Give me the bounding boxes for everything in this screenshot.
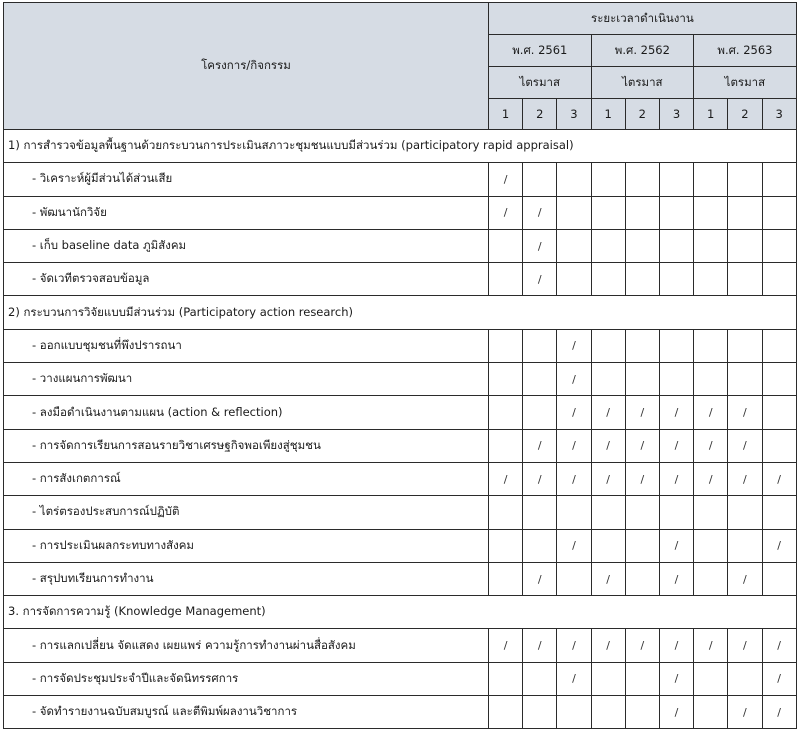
task-label: - ลงมือดำเนินงานตามแผน (action & reflection) xyxy=(4,396,489,429)
schedule-empty-cell xyxy=(694,329,728,362)
schedule-mark-cell: / xyxy=(591,562,625,595)
section-row xyxy=(4,130,797,163)
schedule-mark-cell: / xyxy=(728,462,762,495)
task-label: - จัดเวทีตรวจสอบข้อมูล xyxy=(4,263,489,296)
schedule-empty-cell xyxy=(591,263,625,296)
schedule-empty-cell xyxy=(625,662,659,695)
task-label: - วางแผนการพัฒนา xyxy=(4,363,489,396)
quarter-label: ไตรมาส xyxy=(591,67,694,99)
schedule-empty-cell xyxy=(728,229,762,262)
task-label: - เก็บ baseline data ภูมิสังคม xyxy=(4,229,489,262)
schedule-mark-cell: / xyxy=(659,696,693,729)
schedule-empty-cell xyxy=(762,363,796,396)
schedule-mark-cell: / xyxy=(557,329,591,362)
schedule-empty-cell xyxy=(489,429,523,462)
year-header: พ.ศ. 2563 xyxy=(694,35,797,67)
schedule-mark-cell: / xyxy=(694,462,728,495)
schedule-mark-cell: / xyxy=(557,363,591,396)
schedule-empty-cell xyxy=(694,662,728,695)
schedule-mark-cell: / xyxy=(728,562,762,595)
schedule-empty-cell xyxy=(762,396,796,429)
schedule-empty-cell xyxy=(557,163,591,196)
schedule-empty-cell xyxy=(625,196,659,229)
section-title: 2) กระบวนการวิจัยแบบมีส่วนร่วม (Participatory action research) xyxy=(4,296,797,329)
schedule-empty-cell xyxy=(489,263,523,296)
schedule-mark-cell: / xyxy=(625,429,659,462)
schedule-mark-cell: / xyxy=(557,529,591,562)
schedule-empty-cell xyxy=(762,496,796,529)
schedule-mark-cell: / xyxy=(557,662,591,695)
schedule-empty-cell xyxy=(625,163,659,196)
task-label: - พัฒนานักวิจัย xyxy=(4,196,489,229)
task-row xyxy=(4,396,797,429)
schedule-empty-cell xyxy=(591,529,625,562)
section-title: 1) การสำรวจข้อมูลพื้นฐานด้วยกระบวนการประเมินสภาวะชุมชนแบบมีส่วนร่วม (participatory rapid appraisal) xyxy=(4,130,797,163)
schedule-empty-cell xyxy=(625,696,659,729)
schedule-mark-cell: / xyxy=(489,196,523,229)
schedule-mark-cell: / xyxy=(694,629,728,662)
schedule-empty-cell xyxy=(694,229,728,262)
task-row xyxy=(4,696,797,729)
schedule-empty-cell xyxy=(489,329,523,362)
schedule-mark-cell: / xyxy=(557,396,591,429)
schedule-empty-cell xyxy=(762,329,796,362)
schedule-mark-cell: / xyxy=(762,462,796,495)
schedule-empty-cell xyxy=(523,163,557,196)
schedule-mark-cell: / xyxy=(591,396,625,429)
schedule-empty-cell xyxy=(762,163,796,196)
task-label: - การสังเกตการณ์ xyxy=(4,462,489,495)
schedule-empty-cell xyxy=(694,163,728,196)
section-title: 3. การจัดการความรู้ (Knowledge Management) xyxy=(4,596,797,629)
task-label: - การแลกเปลี่ยน จัดแสดง เผยแพร่ ความรู้การทำงานผ่านสื่อสังคม xyxy=(4,629,489,662)
schedule-empty-cell xyxy=(489,529,523,562)
schedule-empty-cell xyxy=(694,263,728,296)
schedule-empty-cell xyxy=(591,496,625,529)
task-label: - วิเคราะห์ผู้มีส่วนได้ส่วนเสีย xyxy=(4,163,489,196)
schedule-empty-cell xyxy=(694,496,728,529)
schedule-empty-cell xyxy=(523,496,557,529)
schedule-empty-cell xyxy=(557,196,591,229)
schedule-mark-cell: / xyxy=(762,696,796,729)
schedule-empty-cell xyxy=(591,662,625,695)
task-row xyxy=(4,662,797,695)
task-row xyxy=(4,496,797,529)
schedule-empty-cell xyxy=(659,263,693,296)
schedule-mark-cell: / xyxy=(523,196,557,229)
schedule-empty-cell xyxy=(728,662,762,695)
schedule-mark-cell: / xyxy=(659,396,693,429)
schedule-empty-cell xyxy=(659,229,693,262)
schedule-empty-cell xyxy=(728,496,762,529)
schedule-mark-cell: / xyxy=(489,629,523,662)
schedule-empty-cell xyxy=(591,229,625,262)
schedule-mark-cell: / xyxy=(659,629,693,662)
schedule-empty-cell xyxy=(557,263,591,296)
schedule-empty-cell xyxy=(591,196,625,229)
schedule-empty-cell xyxy=(523,696,557,729)
quarter-label: ไตรมาส xyxy=(694,67,797,99)
schedule-mark-cell: / xyxy=(557,429,591,462)
schedule-empty-cell xyxy=(694,562,728,595)
activity-column-header: โครงการ/กิจกรรม xyxy=(4,3,489,130)
schedule-empty-cell xyxy=(557,562,591,595)
task-row xyxy=(4,429,797,462)
schedule-empty-cell xyxy=(557,229,591,262)
schedule-empty-cell xyxy=(523,329,557,362)
schedule-empty-cell xyxy=(489,396,523,429)
schedule-mark-cell: / xyxy=(762,662,796,695)
schedule-empty-cell xyxy=(557,496,591,529)
schedule-empty-cell xyxy=(762,562,796,595)
schedule-empty-cell xyxy=(625,562,659,595)
quarter-number-header: 3 xyxy=(762,99,796,130)
schedule-mark-cell: / xyxy=(523,229,557,262)
table-header xyxy=(4,3,797,130)
schedule-mark-cell: / xyxy=(659,462,693,495)
schedule-mark-cell: / xyxy=(694,429,728,462)
schedule-empty-cell xyxy=(489,229,523,262)
schedule-empty-cell xyxy=(625,496,659,529)
schedule-mark-cell: / xyxy=(728,429,762,462)
schedule-mark-cell: / xyxy=(489,462,523,495)
task-label: - ไตร่ตรองประสบการณ์ปฏิบัติ xyxy=(4,496,489,529)
schedule-empty-cell xyxy=(762,263,796,296)
schedule-mark-cell: / xyxy=(591,462,625,495)
schedule-empty-cell xyxy=(728,329,762,362)
task-label: - การประเมินผลกระทบทางสังคม xyxy=(4,529,489,562)
schedule-empty-cell xyxy=(625,229,659,262)
schedule-mark-cell: / xyxy=(728,396,762,429)
schedule-mark-cell: / xyxy=(659,562,693,595)
schedule-mark-cell: / xyxy=(659,662,693,695)
task-label: - จัดทำรายงานฉบับสมบูรณ์ และตีพิมพ์ผลงานวิชาการ xyxy=(4,696,489,729)
task-row xyxy=(4,529,797,562)
schedule-empty-cell xyxy=(625,363,659,396)
schedule-empty-cell xyxy=(557,696,591,729)
task-label: - สรุปบทเรียนการทำงาน xyxy=(4,562,489,595)
quarter-label: ไตรมาส xyxy=(489,67,592,99)
schedule-mark-cell: / xyxy=(625,462,659,495)
schedule-mark-cell: / xyxy=(523,263,557,296)
timeline-header: ระยะเวลาดำเนินงาน xyxy=(489,3,797,35)
schedule-empty-cell xyxy=(489,696,523,729)
schedule-empty-cell xyxy=(625,263,659,296)
schedule-empty-cell xyxy=(523,396,557,429)
schedule-empty-cell xyxy=(625,529,659,562)
task-row xyxy=(4,629,797,662)
section-row xyxy=(4,296,797,329)
task-row xyxy=(4,462,797,495)
schedule-empty-cell xyxy=(728,263,762,296)
schedule-empty-cell xyxy=(591,329,625,362)
schedule-empty-cell xyxy=(523,662,557,695)
schedule-empty-cell xyxy=(694,363,728,396)
schedule-empty-cell xyxy=(659,329,693,362)
table-body xyxy=(4,130,797,729)
quarter-number-header: 1 xyxy=(694,99,728,130)
task-row xyxy=(4,196,797,229)
schedule-mark-cell: / xyxy=(523,462,557,495)
schedule-mark-cell: / xyxy=(591,429,625,462)
schedule-empty-cell xyxy=(762,429,796,462)
schedule-empty-cell xyxy=(728,529,762,562)
quarter-number-header: 2 xyxy=(523,99,557,130)
schedule-mark-cell: / xyxy=(625,629,659,662)
task-row xyxy=(4,562,797,595)
quarter-number-header: 2 xyxy=(728,99,762,130)
quarter-number-header: 1 xyxy=(489,99,523,130)
schedule-mark-cell: / xyxy=(762,529,796,562)
schedule-empty-cell xyxy=(659,163,693,196)
schedule-empty-cell xyxy=(489,562,523,595)
section-row xyxy=(4,596,797,629)
schedule-mark-cell: / xyxy=(625,396,659,429)
project-timeline-table xyxy=(3,2,797,729)
schedule-empty-cell xyxy=(591,163,625,196)
task-label: - ออกแบบชุมชนที่พึงปรารถนา xyxy=(4,329,489,362)
schedule-mark-cell: / xyxy=(489,163,523,196)
schedule-mark-cell: / xyxy=(728,629,762,662)
schedule-mark-cell: / xyxy=(523,629,557,662)
quarter-number-header: 1 xyxy=(591,99,625,130)
schedule-empty-cell xyxy=(591,696,625,729)
schedule-empty-cell xyxy=(762,229,796,262)
schedule-empty-cell xyxy=(591,363,625,396)
schedule-empty-cell xyxy=(728,163,762,196)
schedule-empty-cell xyxy=(523,529,557,562)
task-row xyxy=(4,263,797,296)
schedule-mark-cell: / xyxy=(557,629,591,662)
schedule-empty-cell xyxy=(659,496,693,529)
quarter-number-header: 3 xyxy=(659,99,693,130)
schedule-mark-cell: / xyxy=(523,562,557,595)
schedule-empty-cell xyxy=(625,329,659,362)
schedule-mark-cell: / xyxy=(659,529,693,562)
schedule-mark-cell: / xyxy=(728,696,762,729)
year-header: พ.ศ. 2562 xyxy=(591,35,694,67)
schedule-empty-cell xyxy=(694,696,728,729)
schedule-mark-cell: / xyxy=(523,429,557,462)
year-header: พ.ศ. 2561 xyxy=(489,35,592,67)
task-row xyxy=(4,329,797,362)
schedule-empty-cell xyxy=(489,662,523,695)
task-row xyxy=(4,229,797,262)
schedule-mark-cell: / xyxy=(762,629,796,662)
schedule-empty-cell xyxy=(489,363,523,396)
schedule-empty-cell xyxy=(728,196,762,229)
task-label: - การจัดการเรียนการสอนรายวิชาเศรษฐกิจพอเพียงสู่ชุมชน xyxy=(4,429,489,462)
schedule-empty-cell xyxy=(728,363,762,396)
task-label: - การจัดประชุมประจำปีและจัดนิทรรศการ xyxy=(4,662,489,695)
schedule-empty-cell xyxy=(523,363,557,396)
quarter-number-header: 2 xyxy=(625,99,659,130)
task-row xyxy=(4,163,797,196)
schedule-empty-cell xyxy=(489,496,523,529)
schedule-empty-cell xyxy=(694,196,728,229)
schedule-empty-cell xyxy=(762,196,796,229)
schedule-empty-cell xyxy=(659,363,693,396)
schedule-mark-cell: / xyxy=(659,429,693,462)
schedule-mark-cell: / xyxy=(557,462,591,495)
schedule-empty-cell xyxy=(659,196,693,229)
task-row xyxy=(4,363,797,396)
schedule-empty-cell xyxy=(694,529,728,562)
quarter-number-header: 3 xyxy=(557,99,591,130)
schedule-mark-cell: / xyxy=(591,629,625,662)
schedule-mark-cell: / xyxy=(694,396,728,429)
